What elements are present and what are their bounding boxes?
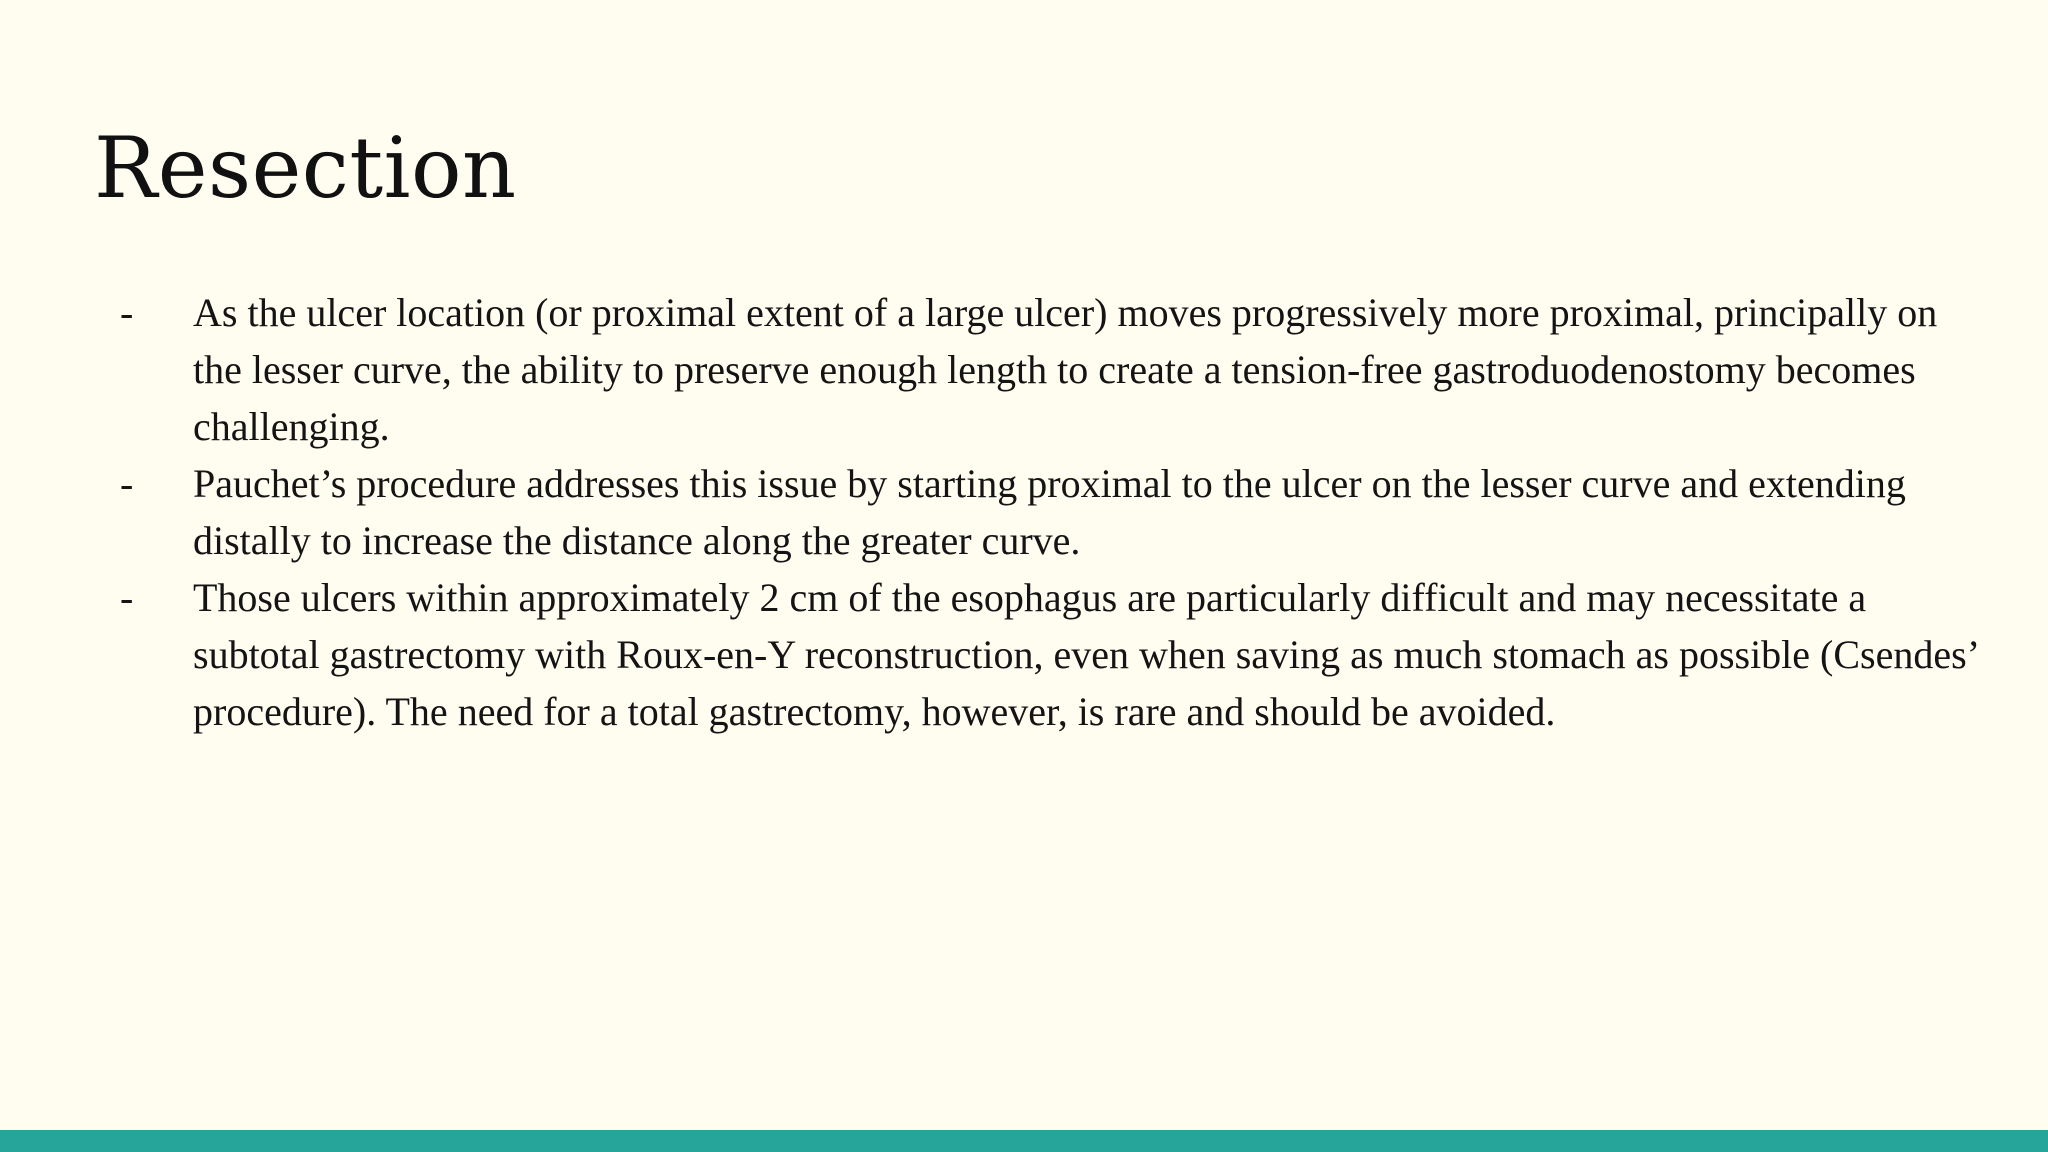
bullet-dash-marker: -: [120, 575, 134, 620]
bottom-accent-bar: [0, 1130, 2048, 1152]
bullet-dash-marker: -: [120, 290, 134, 335]
bullet-item: [120, 569, 1980, 740]
bullet-list: [120, 284, 1980, 740]
bullet-item: [120, 455, 1980, 569]
slide-title: Resection: [94, 119, 517, 217]
bullet-text: As the ulcer location (or proximal extent of a large ulcer) moves progressively more proximal, principally on the lesser curve, the ability to preserve enough length to create a tension-free gastroduodenostomy becomes challenging.: [193, 290, 1938, 449]
bullet-text: Pauchet’s procedure addresses this issue by starting proximal to the ulcer on the lesser curve and extending distally to increase the distance along the greater curve.: [193, 461, 1906, 563]
bullet-text: Those ulcers within approximately 2 cm of the esophagus are particularly difficult and may necessitate a subtotal gastrectomy with Roux-en-Y reconstruction, even when saving as much stomach as possible (Csendes’ procedure). The need for a total gastrectomy, however, is rare and should be avoided.: [193, 575, 1978, 734]
bullet-dash-marker: -: [120, 461, 134, 506]
bullet-item: [120, 284, 1980, 455]
